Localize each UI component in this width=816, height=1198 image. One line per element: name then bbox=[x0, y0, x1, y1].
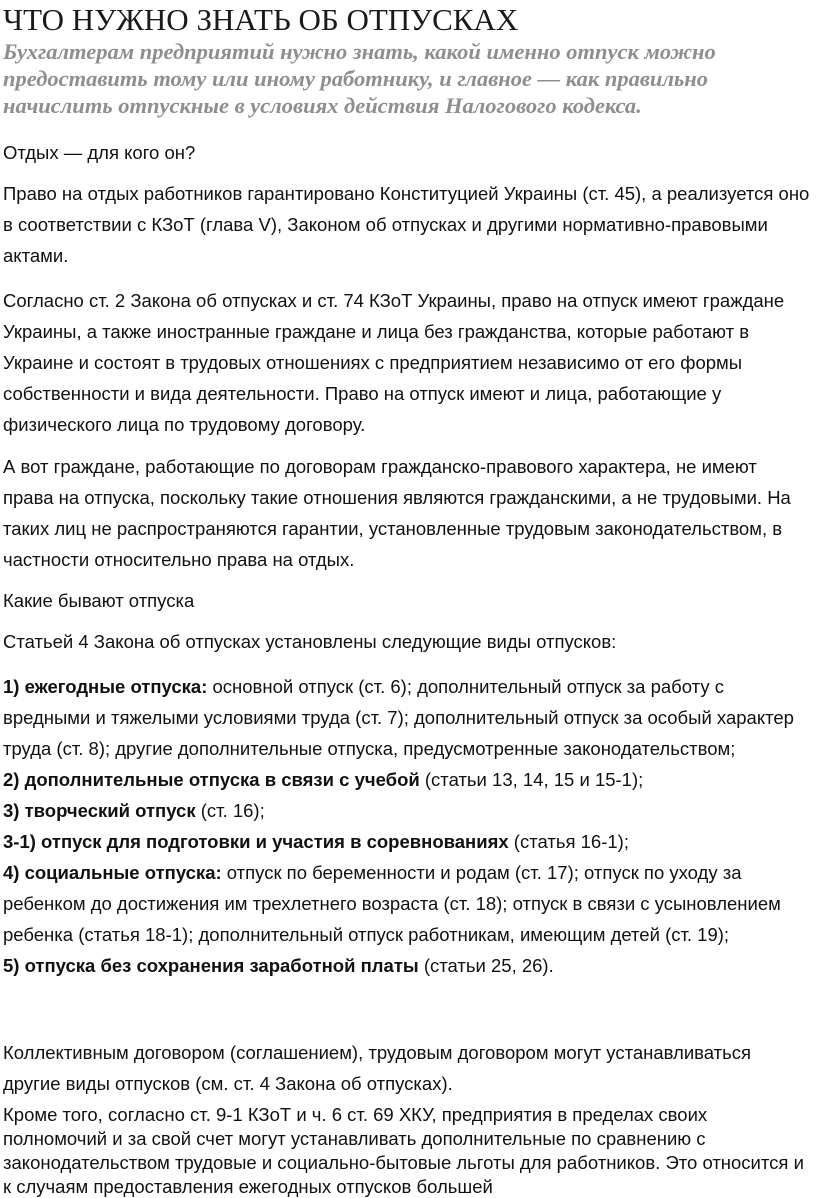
paragraph-additional-benefits: Кроме того, согласно ст. 9-1 КЗоТ и ч. 6 ст. 69 ХКУ, предприятия в пределах своих полномочий и за свой счет могут устанавливать дополнительные по сравнению с законодательством трудовые и социально-бытовые льготы для работников. Это относится и к случаям предоставления ежегодных отпусков большей bbox=[3, 1104, 804, 1197]
paragraph-who-has-right: Согласно ст. 2 Закона об отпусках и ст. 74 КЗоТ Украины, право на отпуск имеют граждане Украины, а также иностранные граждане и лица без гражданства, которые работают в Украине и состоят в трудовых отношениях с предприятием независимо от его формы собственности и вида деятельности. Право на отпуск имеют и лица, работающие у физического лица по трудовому договору. bbox=[3, 290, 785, 435]
list-item: 4) социальные отпуска: отпуск по беременности и родам (ст. 17); отпуск по уходу за ребенком до достижения им трехлетнего возраста (ст. 18); отпуск в связи с усыновлением ребенка (статья 18-1); дополнительный отпуск работникам, имеющим детей (ст. 19); bbox=[3, 862, 781, 945]
paragraph-types-intro: Статьей 4 Закона об отпусках установлены следующие виды отпусков: bbox=[3, 631, 617, 652]
leave-types-list bbox=[3, 671, 811, 981]
paragraph-collective-agreement: Коллективным договором (соглашением), трудовым договором могут устанавливаться другие виды отпусков (см. ст. 4 Закона об отпусках). bbox=[3, 1042, 752, 1094]
list-item: 2) дополнительные отпуска в связи с учебой (статьи 13, 14, 15 и 15-1); bbox=[3, 769, 644, 790]
list-item: 1) ежегодные отпуска: основной отпуск (ст. 6); дополнительный отпуск за работу с вредными и тяжелыми условиями труда (ст. 7); дополнительный отпуск за особый характер труда (ст. 8); другие дополнительные отпуска, предусмотренные законодательством; bbox=[3, 676, 794, 759]
paragraph-civil-contracts: А вот граждане, работающие по договорам гражданско-правового характера, не имеют права на отпуска, поскольку такие отношения являются гражданскими, а не трудовыми. На таких лиц не распространяются гарантии, установленные трудовым законодательством, в частности относительно права на отдых. bbox=[3, 456, 791, 570]
list-item: 3) творческий отпуск (ст. 16); bbox=[3, 800, 265, 821]
section-heading-rest: Отдых — для кого он? bbox=[3, 142, 196, 163]
article-title: ЧТО НУЖНО ЗНАТЬ ОБ ОТПУСКАХ bbox=[3, 2, 519, 37]
section-heading-types: Какие бывают отпуска bbox=[3, 590, 195, 611]
paragraph-constitution: Право на отдых работников гарантировано Конституцией Украины (ст. 45), а реализуется оно в соответствии с КЗоТ (глава V), Законом об отпусках и другими нормативно-правовыми актами. bbox=[3, 183, 810, 266]
article-lead: Бухгалтерам предприятий нужно знать, какой именно отпуск можно предоставить тому или иному работнику, и главное — как правильно начислить отпускные в условиях действия Налогового кодекса. bbox=[3, 39, 716, 118]
list-item: 3-1) отпуск для подготовки и участия в соревнованиях (статья 16-1); bbox=[3, 831, 629, 852]
list-item: 5) отпуска без сохранения заработной платы (статьи 25, 26). bbox=[3, 955, 554, 976]
